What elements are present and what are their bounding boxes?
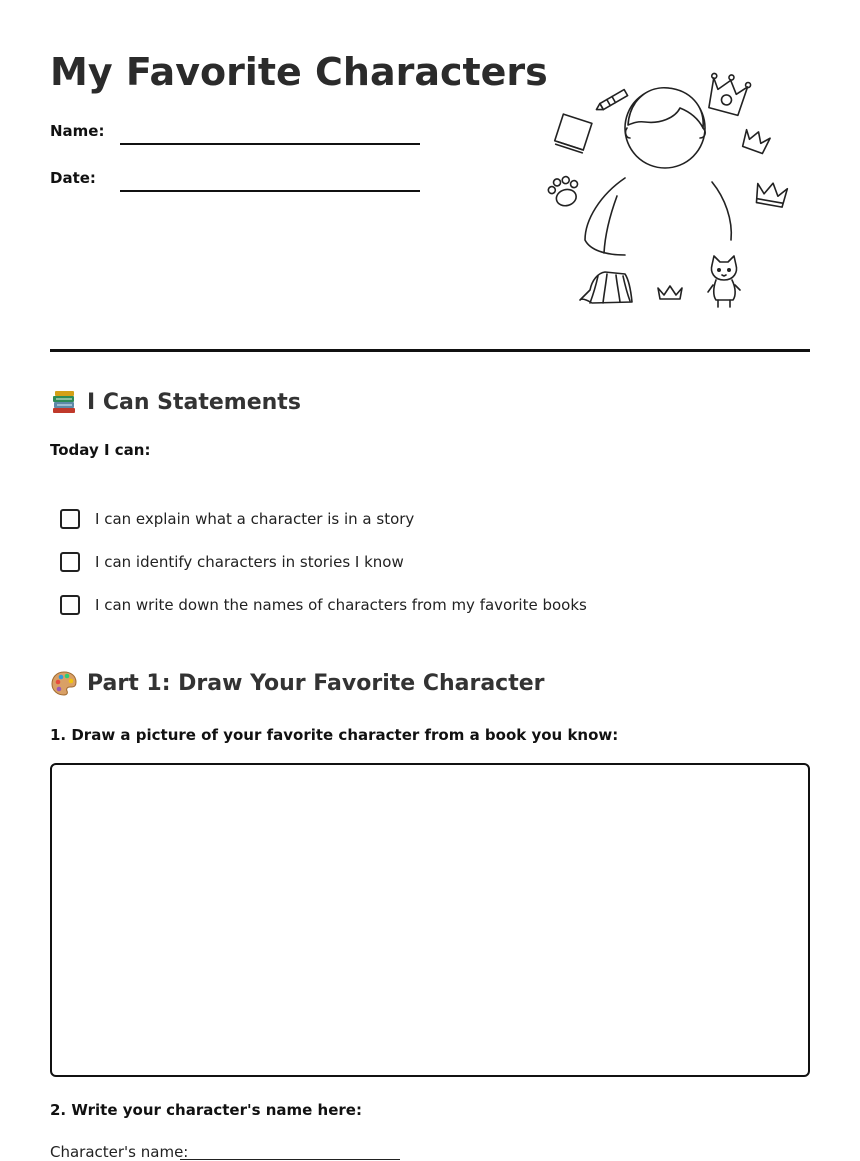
character-doodle-illustration bbox=[540, 70, 800, 315]
drawing-area[interactable] bbox=[50, 763, 810, 1077]
i-can-heading bbox=[50, 388, 301, 416]
statement-row[interactable] bbox=[60, 592, 587, 618]
date-field[interactable] bbox=[120, 190, 420, 192]
statement-row[interactable] bbox=[60, 506, 414, 532]
statement-checkbox[interactable] bbox=[60, 595, 80, 615]
today-i-can-label: Today I can: bbox=[50, 441, 151, 459]
statement-checkbox[interactable] bbox=[60, 509, 80, 529]
statement-row[interactable] bbox=[60, 549, 404, 575]
name-label: Name: bbox=[50, 122, 105, 140]
part1-heading bbox=[50, 669, 545, 697]
statement-text: I can write down the names of characters from my favorite books bbox=[95, 596, 587, 614]
i-can-heading-text: I Can Statements bbox=[87, 389, 301, 415]
statement-checkbox[interactable] bbox=[60, 552, 80, 572]
question-2: 2. Write your character's name here: bbox=[50, 1101, 362, 1119]
character-name-field[interactable] bbox=[180, 1159, 400, 1160]
statement-text: I can explain what a character is in a story bbox=[95, 510, 415, 528]
statement-text: I can identify characters in stories I know bbox=[95, 553, 404, 571]
part1-heading-text: Part 1: Draw Your Favorite Character bbox=[87, 670, 545, 696]
question-1: 1. Draw a picture of your favorite character from a book you know: bbox=[50, 726, 619, 744]
character-name-label: Character's name: bbox=[50, 1143, 189, 1161]
date-label: Date: bbox=[50, 169, 96, 187]
palette-emoji-icon bbox=[50, 669, 78, 697]
books-emoji-icon bbox=[50, 388, 78, 416]
section-divider bbox=[50, 349, 810, 352]
name-field[interactable] bbox=[120, 143, 420, 145]
page-title: My Favorite Characters bbox=[50, 50, 548, 94]
